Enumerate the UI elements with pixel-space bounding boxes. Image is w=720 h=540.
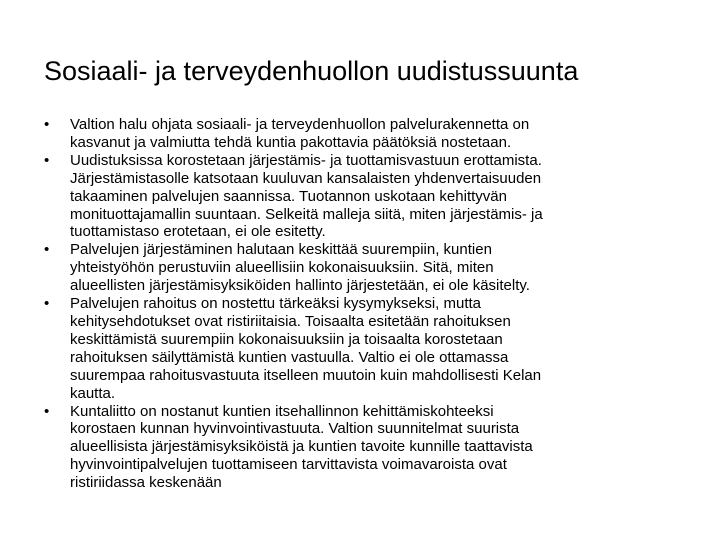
bullet-line: suurempaa rahoitusvastuuta itselleen muutoin kuin mahdollisesti Kelan xyxy=(70,366,542,384)
bullet-marker: • xyxy=(44,241,50,259)
bullet-marker: • xyxy=(44,116,50,133)
bullet-line: tuottamistaso erotetaan, ei ole esitetty. xyxy=(70,223,326,241)
bullet-line: kehitysehdotukset ovat ristiriitaisia. Toisaalta esitetään rahoituksen xyxy=(70,312,511,330)
bullet-line: kasvanut ja valmiutta tehdä kuntia pakottavia päätöksiä nostetaan. xyxy=(70,133,512,151)
bullet-line: Valtion halu ohjata sosiaali- ja terveydenhuollon palvelurakennetta on xyxy=(70,116,530,133)
bullet-line: Uudistuksissa korostetaan järjestämis- ja tuottamisvastuun erottamista. xyxy=(70,151,542,169)
bullet-line: kautta. xyxy=(70,384,116,402)
bullet-line: rahoituksen säilyttämistä kuntien vastuulla. Valtio ei ole ottamassa xyxy=(70,348,509,366)
bullet-list xyxy=(44,116,684,492)
bullet-line: Kuntaliitto on nostanut kuntien itsehallinnon kehittämiskohteeksi xyxy=(70,402,494,420)
bullet-text xyxy=(70,403,684,493)
bullet-line: Palvelujen järjestäminen halutaan keskittää suurempiin, kuntien xyxy=(70,241,492,259)
bullet-line: Palvelujen rahoitus on nostettu tärkeäksi kysymykseksi, mutta xyxy=(70,295,482,313)
bullet-line: hyvinvointipalvelujen tuottamiseen tarvittavista voimavaroista ovat xyxy=(70,456,507,474)
bullet-marker: • xyxy=(44,402,50,420)
bullet-text xyxy=(70,152,684,242)
bullet-item-3 xyxy=(44,241,684,295)
bullet-line: takaaminen palvelujen saannissa. Tuotannon uskotaan kehittyvän xyxy=(70,187,507,205)
slide-title: Sosiaali- ja terveydenhuollon uudistussuunta xyxy=(44,56,579,86)
bullet-item-4 xyxy=(44,295,684,402)
bullet-text xyxy=(70,295,684,402)
bullet-line: alueellisista järjestämisyksiköistä ja kuntien tavoite kunnille taattavista xyxy=(70,438,533,456)
bullet-item-2 xyxy=(44,152,684,242)
bullet-line: korostaen kunnan hyvinvointivastuuta. Valtion suunnitelmat suurista xyxy=(70,420,520,438)
bullet-item-1 xyxy=(44,116,684,152)
bullet-line: monituottajamallin suuntaan. Selkeitä malleja siitä, miten järjestämis- ja xyxy=(70,205,543,223)
bullet-line: alueellisten järjestämisyksiköiden hallinto järjestetään, ei ole käsitelty. xyxy=(70,277,530,295)
bullet-line: keskittämistä suurempiin kokonaisuuksiin ja toisaalta korostetaan xyxy=(70,330,503,348)
bullet-line: yhteistyöhön perustuviin alueellisiin kokonaisuuksiin. Sitä, miten xyxy=(70,259,494,277)
bullet-item-5 xyxy=(44,403,684,493)
bullet-text xyxy=(70,116,684,152)
bullet-text xyxy=(70,241,684,295)
bullet-line: Järjestämistasolle katsotaan kuuluvan kansalaisten yhdenvertaisuuden xyxy=(70,169,542,187)
bullet-marker: • xyxy=(44,295,50,313)
bullet-line: ristiriidassa keskenään xyxy=(70,474,222,492)
bullet-marker: • xyxy=(44,151,50,169)
